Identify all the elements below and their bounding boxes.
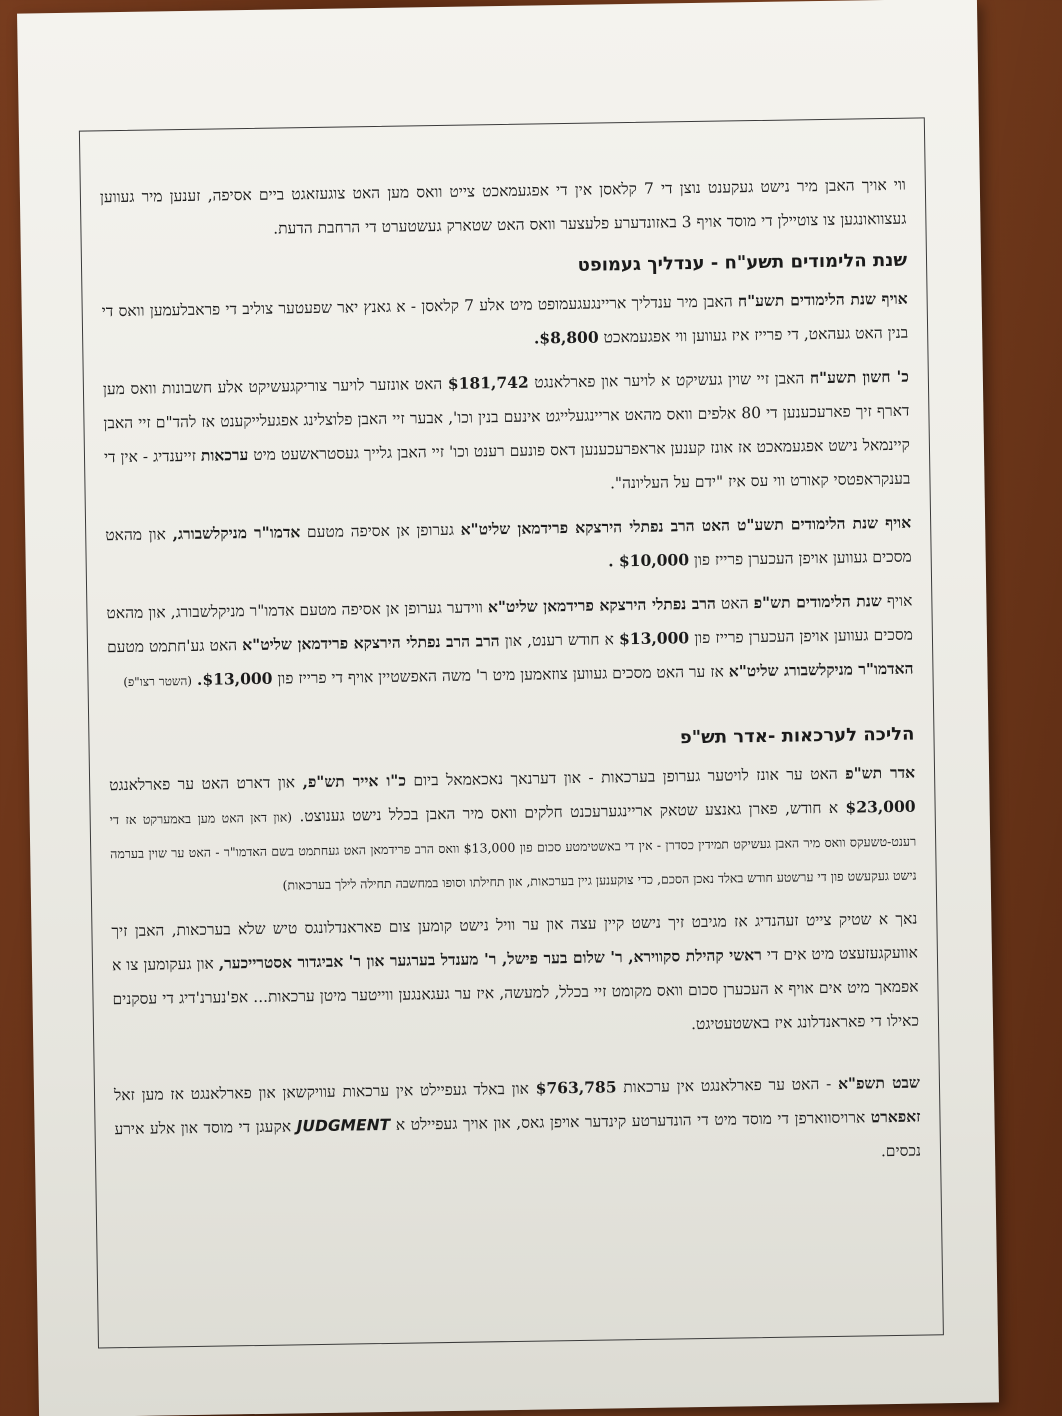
judgment-term: JUDGMENT	[296, 1115, 391, 1136]
amount-value: $763,785	[535, 1077, 617, 1098]
bold-term: הרב נפתלי הירצקא פרידמאן שליט"א	[487, 593, 716, 617]
amount-value: $13,000	[618, 628, 690, 649]
paragraph-negotiation	[111, 902, 919, 1051]
parenthetical-note: (און דאן האט מען באמערקט אז די רענט-טשעקס וואס מיר האבן געשיקט תמידין כסדרן - אין די באשטימטע סכום פון $13,000 וואס הרב פרידמאן האט געחתמט בשם האדמו"ר - האט ער שוין בערמה נישט געקעשט פון די ערשטע חודש באלד נאכן הסכם, כדי צוקענען גיין בערכאות, און תחילתו וסופו במחשבה תחילה לילך בערכאות)	[109, 809, 917, 893]
paragraph-text: אויף	[886, 591, 913, 611]
bold-term: האדמו"ר מניקלשבורג שליט"א	[728, 658, 914, 681]
amount-value: $10,000 .	[607, 550, 690, 571]
paragraph-cheshvan	[103, 360, 911, 509]
paragraph-text: אז ער האט מסכים געווען צוזאמען מיט ר' משה האפשטיין אויף די פרייז פון	[277, 662, 725, 688]
paragraph-text: האט אונזער לויער צוריקגעשיקט אלע חשבונות וואס מען דארף זיך פארעכענען די 80 אלפים וואס מהאט אריינגעלייגט אינעם בנין וכו', אבער זיי האבן פלוצלינג אפגעלייקענט אז להד"ם זיי האבן קיינמאל נישט אפגעמאכט אז אונז קענען אראפרעכענען דאס פונעם רענט וכו' זיי האבן גלייך געסטראשעט מיט	[102, 374, 911, 464]
amount-value: $23,000	[845, 796, 916, 817]
paragraph-tashach-move	[101, 282, 908, 363]
bold-term: ערכאות	[200, 445, 249, 465]
paragraph-text: האבן זיי שוין געשיקט א לויער און פארלאנגט	[534, 369, 805, 392]
bold-term: הרב הרב נפתלי הירצקא פרידמאן שליט"א	[242, 631, 500, 655]
section-heading-courts: הליכה לערכאות -אדר תש"פ	[679, 723, 915, 749]
paragraph-text: האט ער אונז לויטער גערופן בערכאות - און דערנאך נאכאמאל ביום	[413, 764, 838, 790]
paragraph-text: האט גע'חתמט מטעם	[106, 636, 238, 657]
date-label: כ' חשון תשע"ח	[809, 366, 909, 388]
date-label: שבט תשפ"א	[837, 1072, 921, 1093]
paragraph-adar	[109, 756, 917, 905]
paragraph-text: אקעגן די מוסד און אלע אירע נכסים.	[114, 1117, 922, 1161]
date-label: כ"ו אייר תש"פ,	[302, 770, 407, 792]
paragraph-text: און באלד געפיילט אין ערכאות עוויקשאן און פארלאנגט אז מען זאל	[113, 1079, 530, 1105]
paragraph-text: האט	[720, 594, 749, 613]
paragraph-text: - האט ער פארלאנגט אין ערכאות	[623, 1074, 832, 1097]
year-label: שנת הלימודים תש"פ	[753, 591, 882, 613]
paragraph-shvat	[114, 1066, 922, 1181]
paragraph-text: ווידער גערופן אן אסיפה מטעם אדמו"ר מניקלשבורג, און מהאט מסכים געווען אויפן העכערן פרייז פון	[106, 598, 914, 648]
paragraph-text: ארויסווארפן די מוסד מיט די הונדערטע קינדער אויפן גאס, און אויך געפיילט א	[395, 1108, 866, 1134]
paragraph-text: און דארט האט ער פארלאנגט	[109, 773, 296, 795]
amount-value: $181,742	[447, 372, 529, 393]
intro-paragraph: ווי אויך האבן מיר נישט געקענט נוצן די 7 קלאסן אין די אפגעמאכט צייט וואס מען האט צוגעזאגט ביים אסיפה, זענען מיר געווען געצוואונגען צו צוטיילן די מוסד אויף 3 באזונדערע פלעצער וואס האט שטארק געשטערט די הרחבת הדעת.	[99, 175, 907, 238]
paragraph-text: א חודש, פארן גאנצע שטאק אריינגערעכנט חלקים וואס מיר האבן בכלל נישט גענוצט.	[299, 798, 839, 826]
bold-lead: אויף שנת הלימודים תשע"ט האט הרב נפתלי הירצקא פרידמאן שליט"א	[460, 512, 912, 539]
paragraph-text: זייענדיג - אין די בענקראפטסי קאורט ווי עס איז "ידם על העליונה".	[103, 446, 911, 493]
bold-term: אדמו"ר מניקלשבורג,	[172, 522, 301, 544]
paragraph-text: גערופן אן אסיפה מטעם	[306, 520, 455, 542]
amount-value: $8,800.	[533, 327, 599, 348]
bold-term: זאפארט	[870, 1106, 921, 1127]
bold-term: ראשי קהילת סקווירא, ר' שלום בער פישל, ר' מענדל בערגער און ר' אביגדור אסטרייכער,	[218, 945, 762, 973]
paragraph-tashap	[106, 584, 914, 699]
paragraph-text: האבן מיר ענדליך אריינגעגעמופט מיט אלע 7 קלאסן - א גאנץ יאר שפעטער צוליב די פראבלעמען וואס די בנין האט געהאט, די פרייז איז געווען ווי אפגעמאכט	[101, 292, 909, 347]
paragraph-text: נאך א שטיק צייט זעהנדיג אז מגיבט זיך נישט קיין עצה און ער וויל נישט קומען צום פאראנדלונגס טיש שלא בערכאות, האבן זיך אוועקגעזעצט מיט אים די	[111, 909, 919, 964]
amount-value: $13,000.	[196, 668, 273, 689]
paragraph-text: און מהאט מסכים געווען אויפן העכערן פרייז פון	[105, 525, 912, 570]
document-body	[100, 168, 922, 1191]
section-heading-tashach: שנת הלימודים תשע"ח - ענדליך געמופט	[577, 249, 908, 276]
year-label: אויף שנת הלימודים תשע"ח	[737, 288, 908, 311]
attachment-note: (השטר רצו"פ)	[123, 673, 193, 690]
paragraph-text: און געקומען צו א אפמאך מיט אים אויף א העכערן סכום וואס מקומט זיי בכלל, למעשה, איז ער געגאנגען ווייטער מיטן ערכאות... אפ'נערנ'דיג די עסקנים כאילו די פאראנדלונג איז באשטעטיגט.	[111, 954, 920, 1034]
paper-sheet	[17, 0, 999, 1416]
paragraph-tashat	[105, 506, 912, 587]
date-label: אדר תש"פ	[845, 762, 916, 783]
paragraph-text: א חודש רענט, און	[504, 630, 615, 651]
